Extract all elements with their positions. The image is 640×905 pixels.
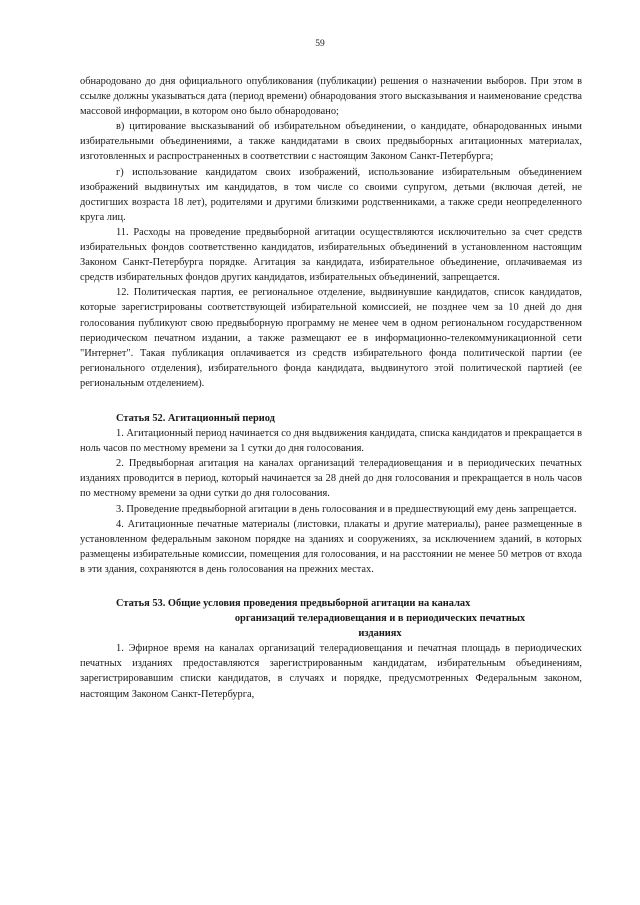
paragraph-intro-continuation: обнародовано до дня официального опубликования (публикации) решения о назначении выборов. При этом в ссылке должны указываться дата (период времени) обнародования этого высказывания и наименование средства массовой информации, в котором оно было обнародовано;	[80, 76, 582, 118]
paragraph-item-g: г) использование кандидатом своих изображений, использование избирательным объединением изображений выдвинутых им кандидатов, в том числе со своими супругом, детьми (включая детей, не достигших возраста 18 лет), родителями и другими близкими родственниками, а также среди неопределенного круга лиц.	[80, 166, 582, 223]
article-52-paragraph-3: 3. Проведение предвыборной агитации в день голосования и в предшествующий ему день запрещается.	[116, 503, 577, 515]
article-53-paragraph-1: 1. Эфирное время на каналах организаций телерадиовещания и печатная площадь в периодических печатных изданиях предоставляются зарегистрированным кандидатам, избирательным объединениям, зарегистрировавшим списки кандидатов, в случаях и порядке, предусмотренных Федеральным законом, настоящим Законом Санкт-Петербурга,	[80, 643, 582, 700]
article-52-paragraph-2: 2. Предвыборная агитация на каналах организаций телерадиовещания и в периодических печатных изданиях проводится в период, который начинается за 28 дней до дня голосования и прекращается в ноль часов по местному времени за одни сутки до дня голосования.	[80, 458, 582, 500]
page-number: 59	[315, 39, 325, 49]
article-53-heading-line-2: организаций телерадиовещания и в периодических печатных	[234, 613, 526, 625]
article-53-heading-line-1: Статья 53. Общие условия проведения предвыборной агитации на каналах	[116, 598, 471, 609]
paragraph-item-v: в) цитирование высказываний об избирательном объединении, о кандидате, обнародованных иными избирательными объединениями, а также кандидатами в своих предвыборных агитационных материалах, изготовленных и распространенных в соответствии с настоящим Законом Санкт-Петербурга;	[80, 121, 582, 163]
paragraph-11: 11. Расходы на проведение предвыборной агитации осуществляются исключительно за счет средств избирательных фондов соответственно кандидатов, избирательных объединений в установленном настоящим Законом Санкт-Петербурга порядке. Агитация за кандидата, избирательное объединение, оплачиваемая из средств избирательных фондов других кандидатов, избирательных объединений, запрещается.	[80, 226, 582, 284]
article-53-heading-line-3: изданиях	[358, 628, 402, 640]
paragraph-12: 12. Политическая партия, ее региональное отделение, выдвинувшие кандидатов, список кандидатов, которые зарегистрированы соответствующей избирательной комиссией, не позднее чем за 10 дней до дня голосования публикуют свою предвыборную программу не менее чем в одном региональном государственном периодическом печатном издании, а также размещают ее в информационно-телекоммуникационной сети "Интернет". Такая публикация оплачивается из средств избирательного фонда политической партии (ее регионального отделения), избирательного фонда кандидата, выдвинутого этой политической партией (ее региональным отделением).	[80, 287, 582, 389]
document-body	[80, 74, 582, 702]
article-52-heading: Статья 52. Агитационный период	[116, 412, 275, 424]
article-52-paragraph-1: 1. Агитационный период начинается со дня выдвижения кандидата, списка кандидатов и прекращается в ноль часов по местному времени за 1 сутки до дня голосования.	[80, 428, 582, 455]
article-52-paragraph-4: 4. Агитационные печатные материалы (листовки, плакаты и другие материалы), ранее размещенные в установленном федеральным законом порядке на зданиях и сооружениях, за исключением зданий, в которых размещены избирательные комиссии, помещения для голосования, и на расстоянии не менее 50 метров от входа в эти здания, сохраняются в день голосования на прежних местах.	[80, 518, 582, 575]
